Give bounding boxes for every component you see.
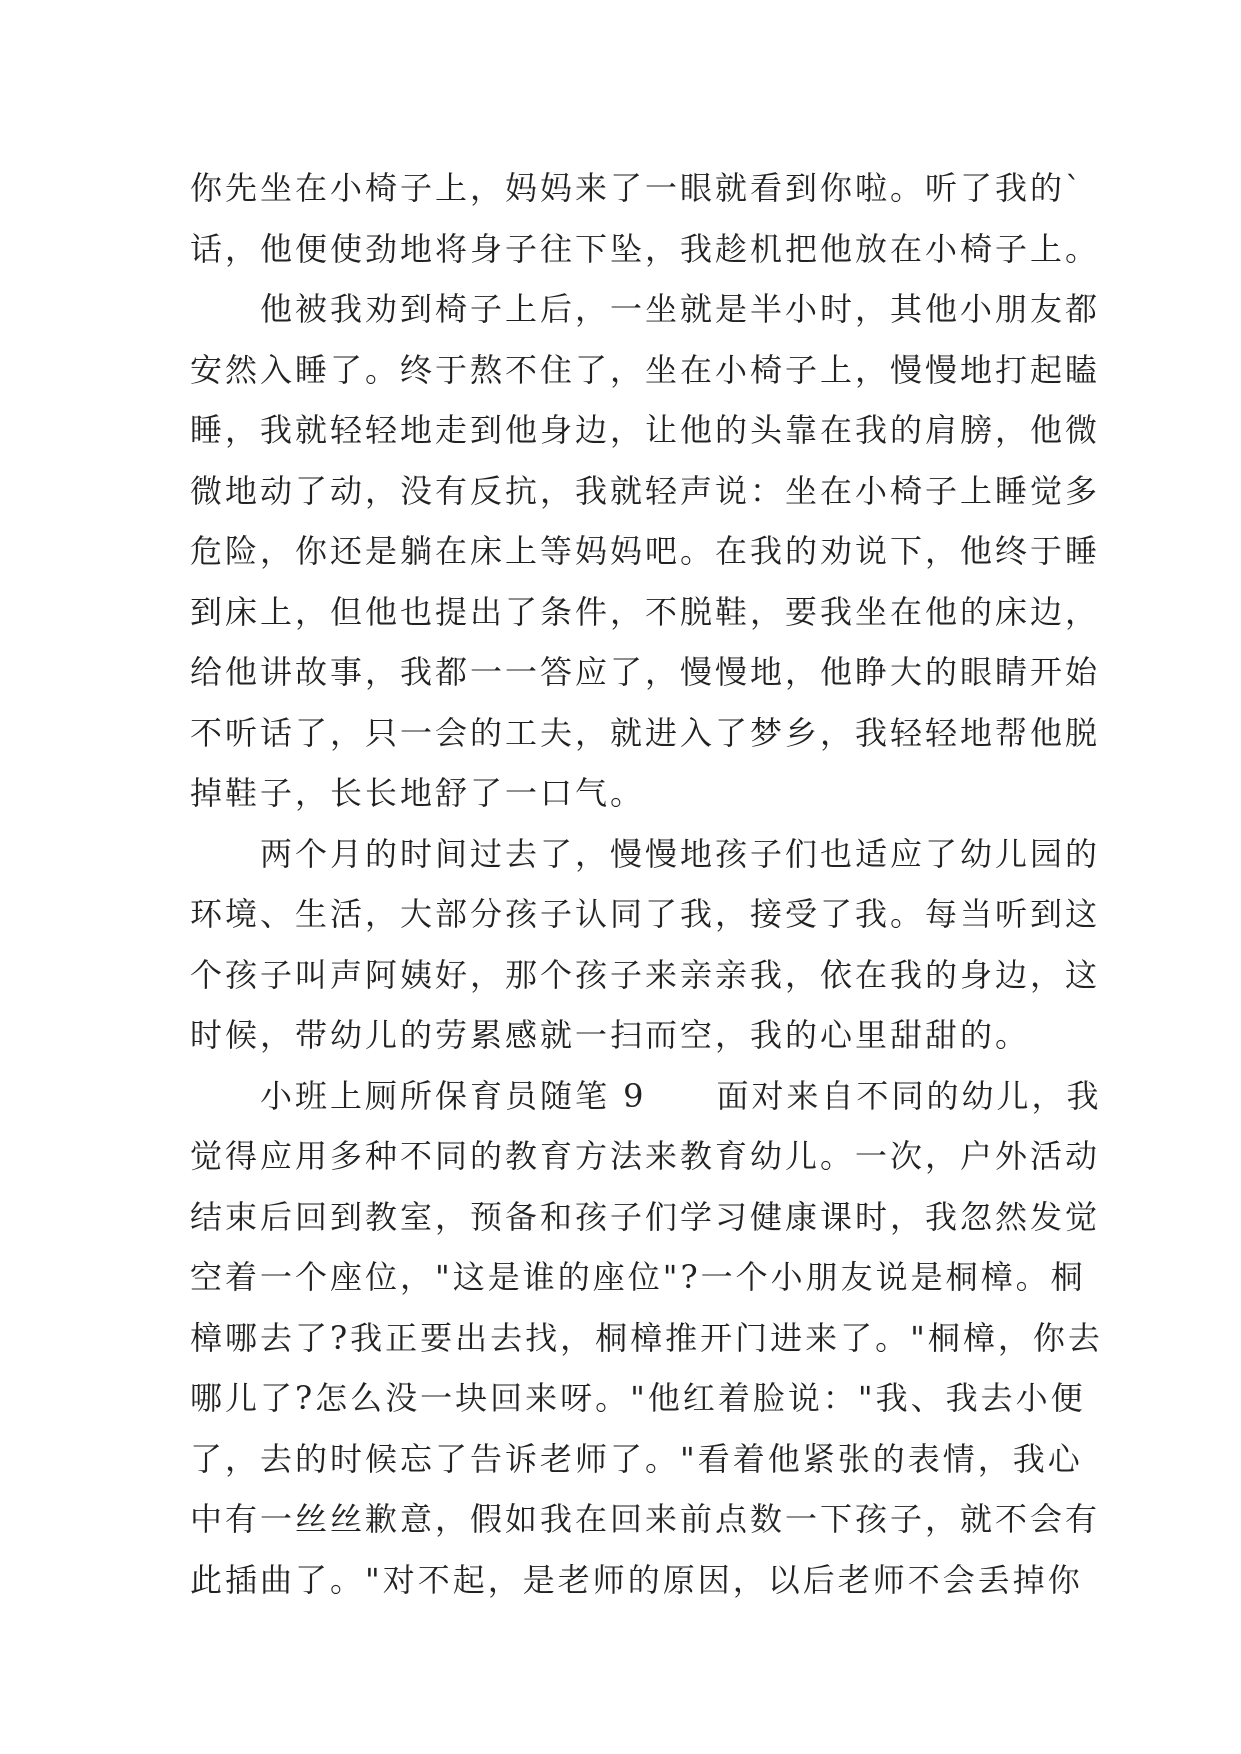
body-text: [190, 158, 1103, 1610]
text-line: 此插曲了。"对不起，是老师的原因，以后老师不会丢掉你: [190, 1560, 1083, 1599]
text-line: 不听话了，只一会的工夫，就进入了梦乡，我轻轻地帮他脱: [190, 713, 1101, 752]
text-line: 危险，你还是躺在床上等妈妈吧。在我的劝说下，他终于睡: [190, 532, 1101, 570]
text-line: 小班上厕所保育员随笔 9 面对来自不同的幼儿，我: [190, 1076, 1102, 1115]
text-line: 哪儿了?怎么没一块回来呀。"他红着脸说："我、我去小便: [190, 1379, 1086, 1417]
text-line: 微地动了动，没有反抗，我就轻声说：坐在小椅子上睡觉多: [190, 471, 1101, 510]
text-line: 时候，带幼儿的劳累感就一扫而空，我的心里甜甜的。: [190, 1016, 1031, 1054]
text-line: 给他讲故事，我都一一答应了，慢慢地，他睁大的眼睛开始: [190, 653, 1101, 691]
text-line: 两个月的时间过去了，慢慢地孩子们也适应了幼儿园的: [190, 834, 1101, 873]
text-line: 到床上，但他也提出了条件，不脱鞋，要我坐在他的床边，: [190, 592, 1101, 631]
text-line: 空着一个座位，"这是谁的座位"?一个小朋友说是桐樟。桐: [190, 1258, 1086, 1296]
text-line: 中有一丝丝歉意，假如我在回来前点数一下孩子，就不会有: [190, 1500, 1101, 1538]
text-line: 环境、生活，大部分孩子认同了我，接受了我。每当听到这: [190, 895, 1101, 933]
text-line: 他被我劝到椅子上后，一坐就是半小时，其他小朋友都: [190, 290, 1101, 328]
text-line: 睡，我就轻轻地走到他身边，让他的头靠在我的肩膀，他微: [190, 411, 1101, 449]
text-line: 结束后回到教室，预备和孩子们学习健康课时，我忽然发觉: [190, 1197, 1101, 1236]
text-line: 掉鞋子，长长地舒了一口气。: [190, 774, 646, 812]
text-line: 觉得应用多种不同的教育方法来教育幼儿。一次，户外活动: [190, 1137, 1101, 1175]
text-line: 安然入睡了。终于熬不住了，坐在小椅子上，慢慢地打起瞌: [190, 350, 1101, 389]
text-line: 个孩子叫声阿姨好，那个孩子来亲亲我，依在我的身边，这: [190, 955, 1101, 994]
text-line: 话，他便使劲地将身子往下坠，我趁机把他放在小椅子上。: [190, 229, 1101, 268]
text-line: 樟哪去了?我正要出去找，桐樟推开门进来了。"桐樟，你去: [190, 1318, 1103, 1357]
text-line: 了，去的时候忘了告诉老师了。"看着他紧张的表情，我心: [190, 1439, 1083, 1478]
text-line: 你先坐在小椅子上，妈妈来了一眼就看到你啦。听了我的`: [190, 169, 1085, 207]
